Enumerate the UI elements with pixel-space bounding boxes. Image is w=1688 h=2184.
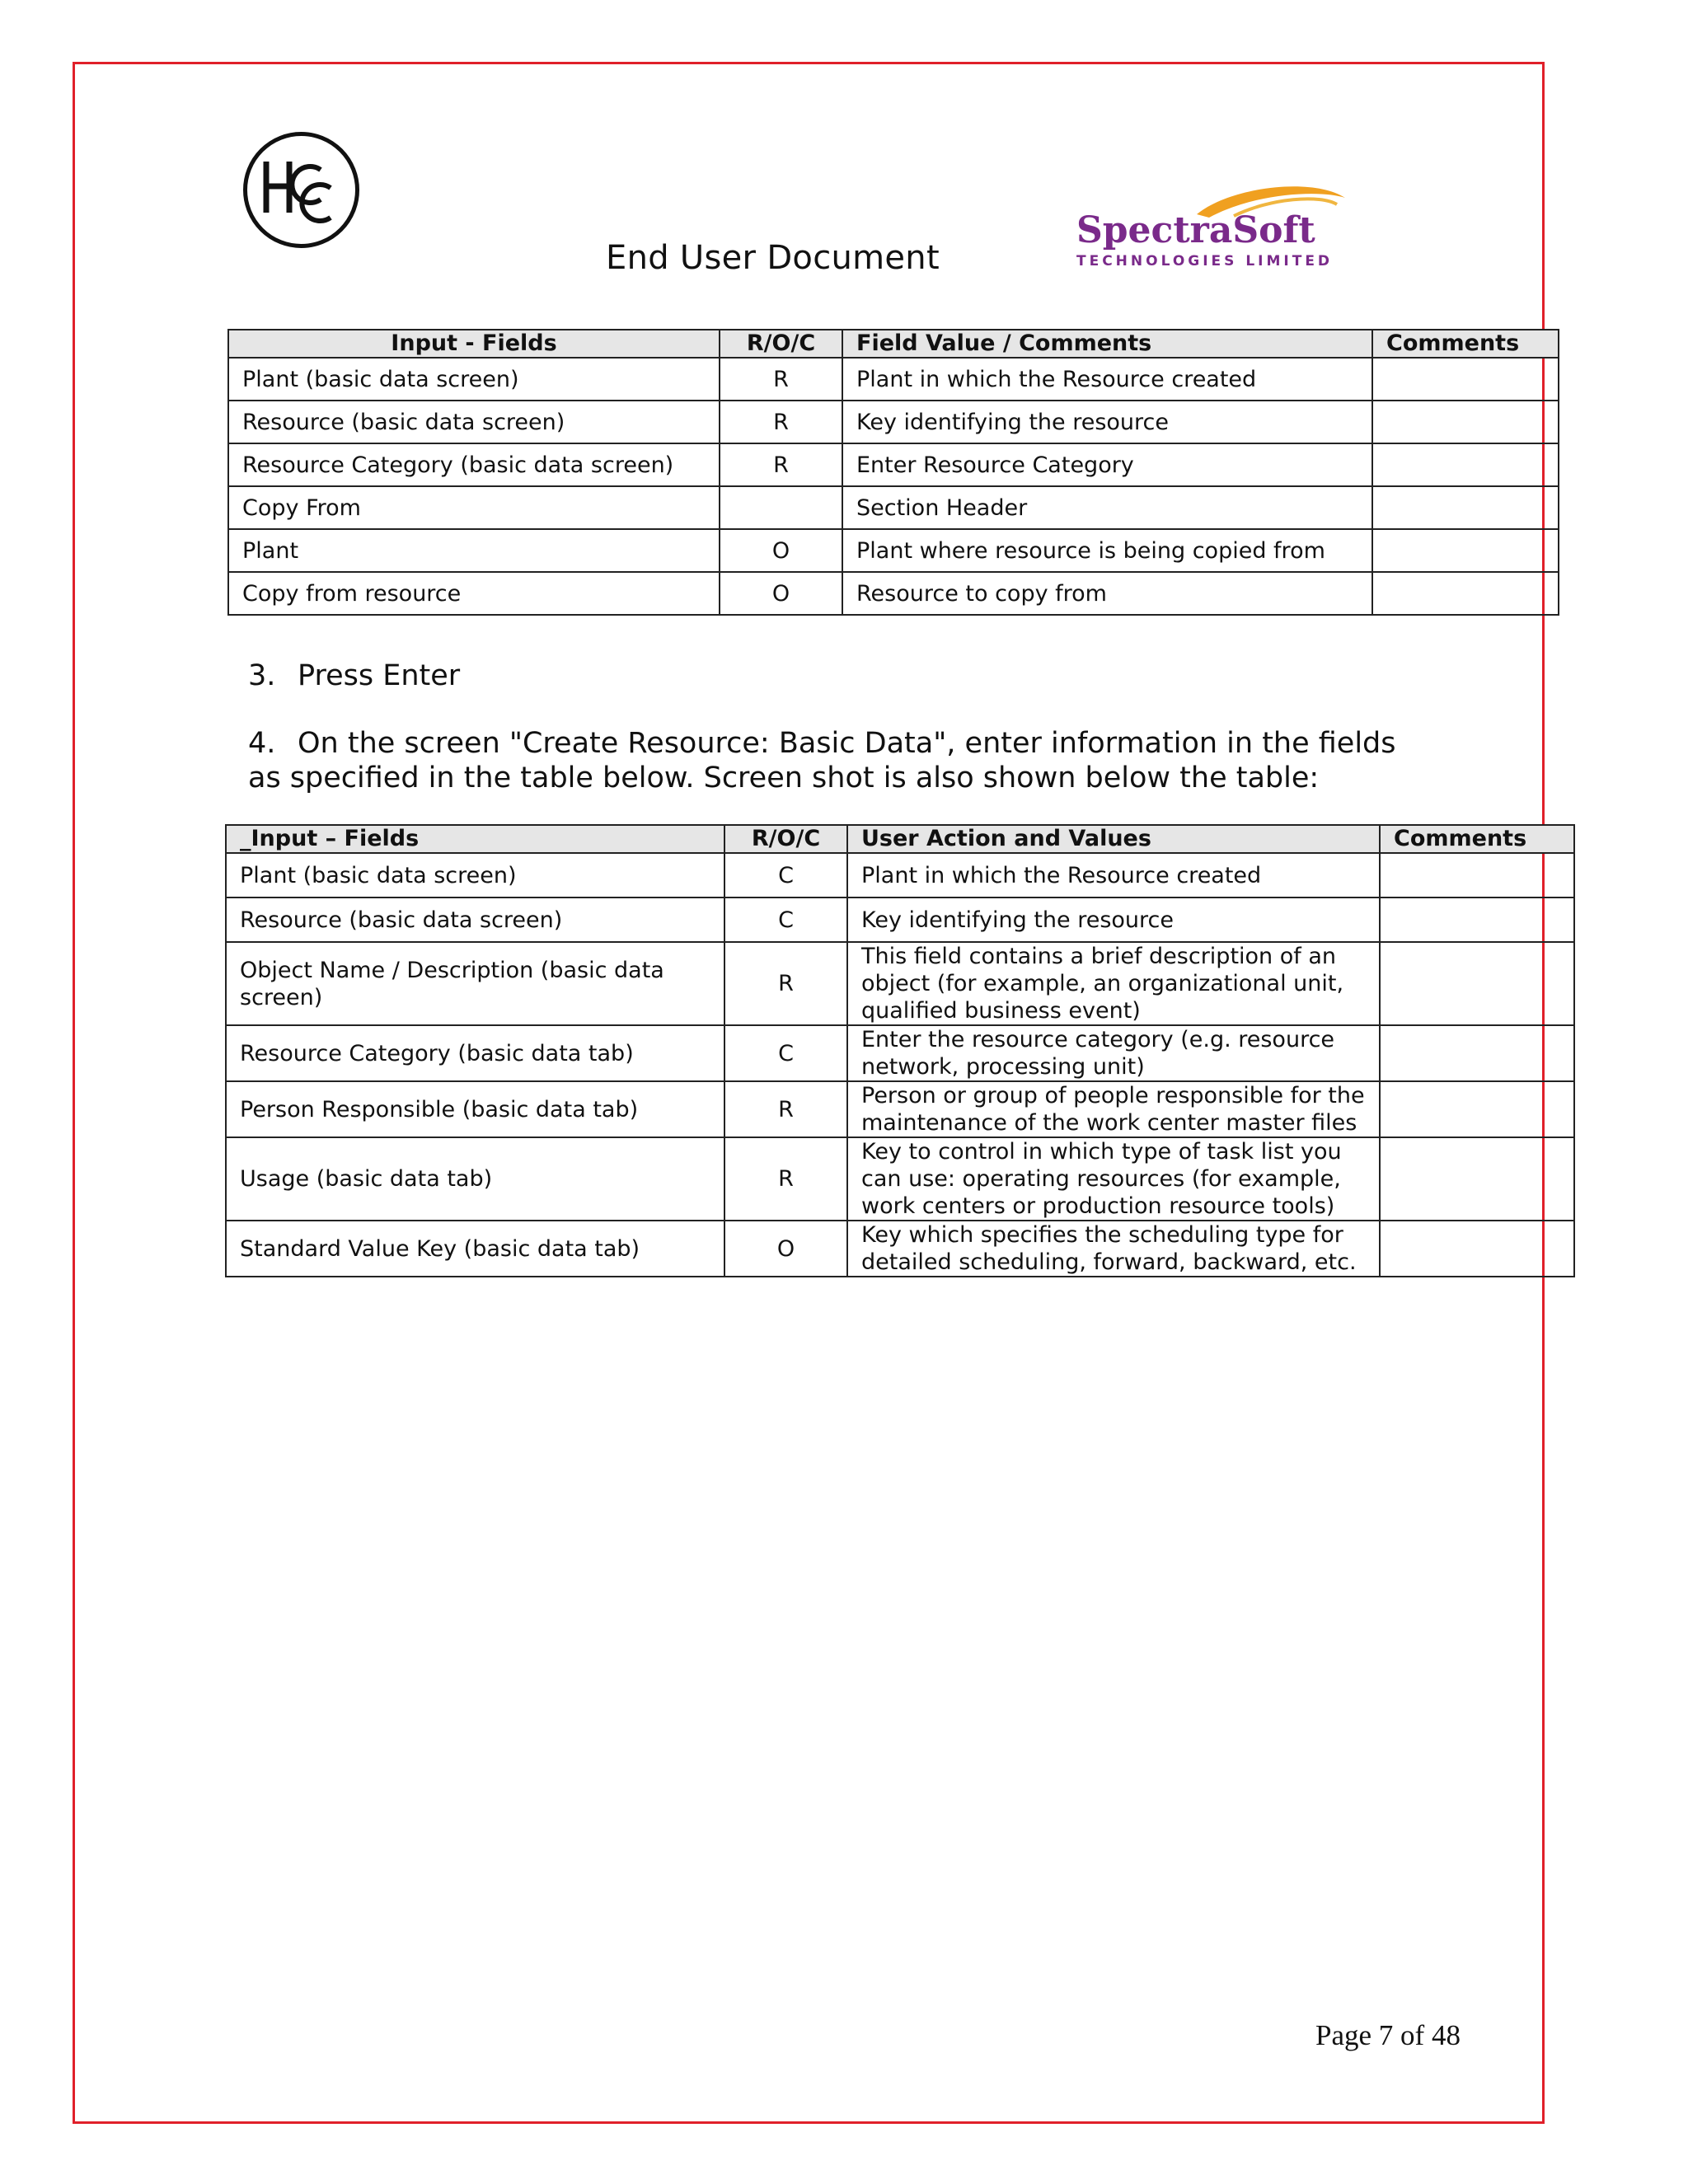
- field-cell: Copy From: [228, 486, 720, 529]
- value-cell: Key to control in which type of task list you can use: operating resources (for example, work centers or production resource tools): [847, 1137, 1380, 1221]
- roc-cell: O: [724, 1221, 847, 1277]
- table-row: [228, 358, 1559, 401]
- comments-cell: [1372, 358, 1559, 401]
- roc-cell: R: [720, 401, 842, 443]
- svg-text:TECHNOLOGIES LIMITED: TECHNOLOGIES LIMITED: [1076, 253, 1334, 269]
- field-cell: Plant: [228, 529, 720, 572]
- field-cell: Resource (basic data screen): [226, 898, 724, 942]
- roc-cell: C: [724, 1025, 847, 1081]
- roc-cell: C: [724, 853, 847, 898]
- column-header: Input - Fields: [228, 330, 720, 358]
- value-cell: Key identifying the resource: [847, 898, 1380, 942]
- table-header-row: [228, 330, 1559, 358]
- step-text-line-2: as specified in the table below. Screen shot is also shown below the table:: [248, 762, 1320, 794]
- roc-cell: [720, 486, 842, 529]
- value-cell: Enter Resource Category: [842, 443, 1372, 486]
- step-number: 4.: [248, 727, 276, 760]
- input-fields-table-2: [225, 824, 1575, 1277]
- comments-cell: [1372, 401, 1559, 443]
- table-header-row: [226, 825, 1574, 853]
- value-cell: Enter the resource category (e.g. resource network, processing unit): [847, 1025, 1380, 1081]
- column-header: Field Value / Comments: [842, 330, 1372, 358]
- roc-cell: C: [724, 898, 847, 942]
- comments-cell: [1380, 853, 1574, 898]
- table-row: [228, 443, 1559, 486]
- field-cell: Plant (basic data screen): [226, 853, 724, 898]
- roc-cell: R: [724, 1081, 847, 1137]
- field-cell: Person Responsible (basic data tab): [226, 1081, 724, 1137]
- comments-cell: [1372, 486, 1559, 529]
- roc-cell: O: [720, 529, 842, 572]
- comments-cell: [1380, 1137, 1574, 1221]
- comments-cell: [1372, 529, 1559, 572]
- table-row: [228, 529, 1559, 572]
- step-text-line-1: On the screen "Create Resource: Basic Data", enter information in the fields: [298, 727, 1396, 760]
- svg-text:SpectraSoft: SpectraSoft: [1076, 209, 1315, 251]
- comments-cell: [1380, 1221, 1574, 1277]
- comments-cell: [1380, 1081, 1574, 1137]
- table-row: [226, 1025, 1574, 1081]
- table-row: [226, 942, 1574, 1025]
- value-cell: Plant in which the Resource created: [842, 358, 1372, 401]
- field-cell: Standard Value Key (basic data tab): [226, 1221, 724, 1277]
- comments-cell: [1380, 942, 1574, 1025]
- field-cell: Resource Category (basic data screen): [228, 443, 720, 486]
- roc-cell: R: [720, 443, 842, 486]
- column-header: R/O/C: [720, 330, 842, 358]
- page-number: Page 7 of 48: [1315, 2019, 1461, 2051]
- roc-cell: O: [720, 572, 842, 615]
- value-cell: Section Header: [842, 486, 1372, 529]
- table-row: [228, 486, 1559, 529]
- column-header: Comments: [1380, 825, 1574, 853]
- field-cell: Object Name / Description (basic data screen): [226, 942, 724, 1025]
- column-header: _Input – Fields: [226, 825, 724, 853]
- step-3: [248, 658, 460, 693]
- value-cell: Plant where resource is being copied from: [842, 529, 1372, 572]
- table-row: [228, 572, 1559, 615]
- field-cell: Plant (basic data screen): [228, 358, 720, 401]
- table-row: [228, 401, 1559, 443]
- hcc-logo: [241, 130, 361, 250]
- value-cell: Resource to copy from: [842, 572, 1372, 615]
- value-cell: Plant in which the Resource created: [847, 853, 1380, 898]
- column-header: R/O/C: [724, 825, 847, 853]
- column-header: Comments: [1372, 330, 1559, 358]
- field-cell: Usage (basic data tab): [226, 1137, 724, 1221]
- step-number: 3.: [248, 659, 276, 692]
- spectrasoft-logo: [1073, 183, 1358, 274]
- value-cell: Key which specifies the scheduling type for detailed scheduling, forward, backward, etc.: [847, 1221, 1380, 1277]
- step-text: Press Enter: [298, 659, 461, 692]
- value-cell: Key identifying the resource: [842, 401, 1372, 443]
- comments-cell: [1372, 572, 1559, 615]
- value-cell: Person or group of people responsible for the maintenance of the work center master files: [847, 1081, 1380, 1137]
- table-row: [226, 1137, 1574, 1221]
- roc-cell: R: [720, 358, 842, 401]
- roc-cell: R: [724, 1137, 847, 1221]
- table-row: [226, 853, 1574, 898]
- field-cell: Resource (basic data screen): [228, 401, 720, 443]
- table-row: [226, 1081, 1574, 1137]
- table-row: [226, 898, 1574, 942]
- table-row: [226, 1221, 1574, 1277]
- document-title: End User Document: [606, 239, 940, 277]
- value-cell: This field contains a brief description of an object (for example, an organizational unit, qualified business event): [847, 942, 1380, 1025]
- step-4: [248, 726, 1396, 795]
- comments-cell: [1372, 443, 1559, 486]
- roc-cell: R: [724, 942, 847, 1025]
- input-fields-table-1: [227, 329, 1559, 616]
- comments-cell: [1380, 898, 1574, 942]
- field-cell: Resource Category (basic data tab): [226, 1025, 724, 1081]
- field-cell: Copy from resource: [228, 572, 720, 615]
- comments-cell: [1380, 1025, 1574, 1081]
- column-header: User Action and Values: [847, 825, 1380, 853]
